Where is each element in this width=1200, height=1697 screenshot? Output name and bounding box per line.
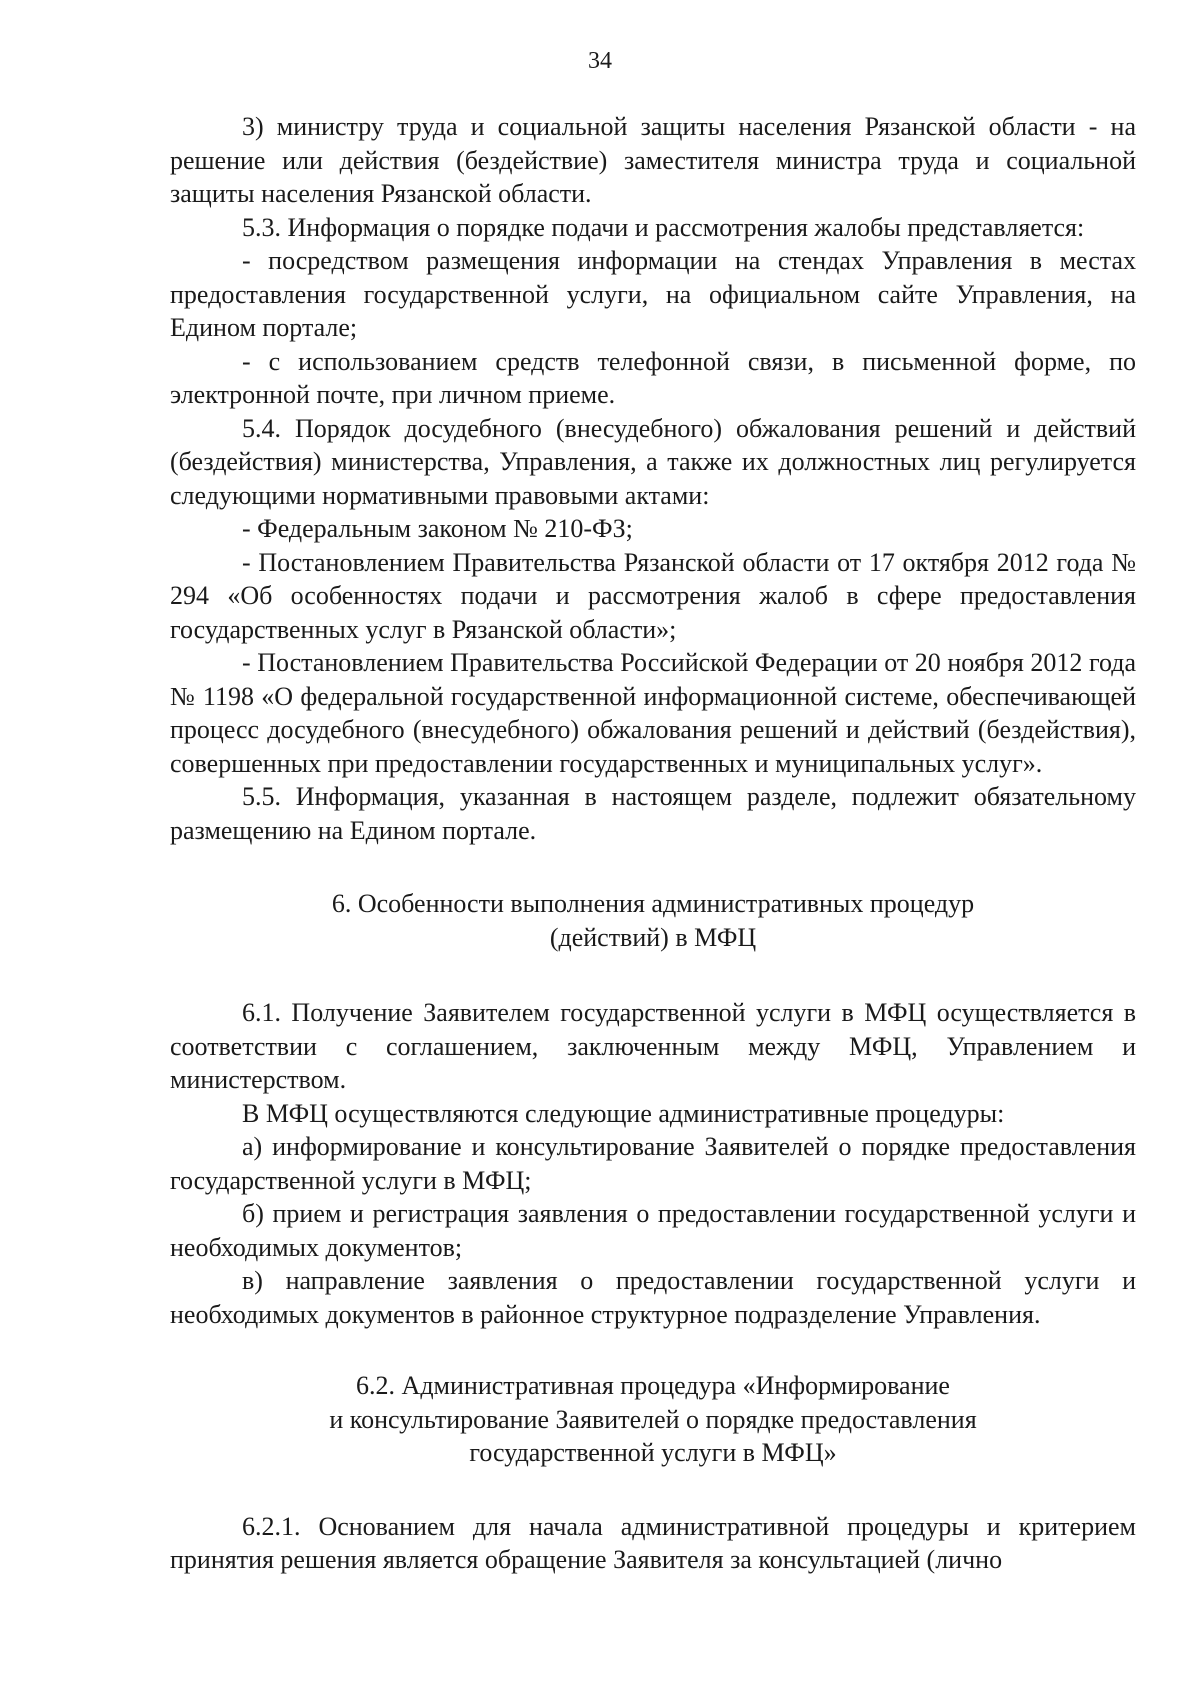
paragraph: 3) министру труда и социальной защиты населения Рязанской области - на решение или действия (бездействие) заместителя министра труда и социальной защиты населения Рязанской области.: [170, 112, 1136, 208]
paragraph: 5.5. Информация, указанная в настоящем разделе, подлежит обязательному размещению на Едином портале.: [170, 782, 1136, 845]
section-6-2-heading: [170, 1369, 1136, 1470]
page-number: 34: [588, 48, 612, 74]
paragraph: - посредством размещения информации на стендах Управления в местах предоставления государственной услуги, на официальном сайте Управления, на Едином портале;: [170, 246, 1136, 342]
paragraph: - Постановлением Правительства Рязанской области от 17 октября 2012 года № 294 «Об особенностях подачи и рассмотрения жалоб в сфере предоставления государственных услуг в Рязанской области»;: [170, 547, 1136, 644]
paragraph: б) прием и регистрация заявления о предоставлении государственной услуги и необходимых документов;: [170, 1199, 1136, 1262]
section-6-heading: [170, 887, 1136, 954]
paragraph: - Федеральным законом № 210-ФЗ;: [242, 514, 633, 543]
paragraph: В МФЦ осуществляются следующие административные процедуры:: [242, 1098, 1005, 1128]
paragraph: в) направление заявления о предоставлении государственной услуги и необходимых документов в районное структурное подразделение Управления.: [170, 1266, 1136, 1329]
paragraph: 6.1. Получение Заявителем государственной услуги в МФЦ осуществляется в соответствии с соглашением, заключенным между МФЦ, Управлением и министерством.: [170, 998, 1136, 1094]
heading-line: 6.2. Административная процедура «Информирование: [356, 1371, 950, 1400]
document-body: [170, 110, 1136, 1577]
paragraph: 5.3. Информация о порядке подачи и рассмотрения жалобы представляется:: [242, 212, 1085, 242]
heading-line: и консультирование Заявителей о порядке предоставления: [329, 1404, 977, 1434]
paragraph: а) информирование и консультирование Заявителей о порядке предоставления государственной услуги в МФЦ;: [170, 1132, 1136, 1195]
paragraph: - Постановлением Правительства Российской Федерации от 20 ноября 2012 года № 1198 «О федеральной государственной информационной системе, обеспечивающей процесс досудебного (внесудебного) обжалования решений и действий (бездействия), совершенных при предоставлении государственных и муниципальных услуг».: [170, 648, 1136, 778]
heading-line: (действий) в МФЦ: [549, 922, 757, 952]
paragraph: 6.2.1. Основанием для начала административной процедуры и критерием принятия решения является обращение Заявителя за консультацией (лично: [170, 1511, 1136, 1574]
paragraph: 5.4. Порядок досудебного (внесудебного) обжалования решений и действий (бездействия) министерства, Управления, а также их должностных лиц регулируется следующими нормативными правовыми актами:: [170, 413, 1136, 510]
paragraph: - с использованием средств телефонной связи, в письменной форме, по электронной почте, при личном приеме.: [170, 346, 1136, 409]
heading-line: государственной услуги в МФЦ»: [469, 1438, 837, 1467]
heading-line: 6. Особенности выполнения административных процедур: [331, 889, 975, 918]
